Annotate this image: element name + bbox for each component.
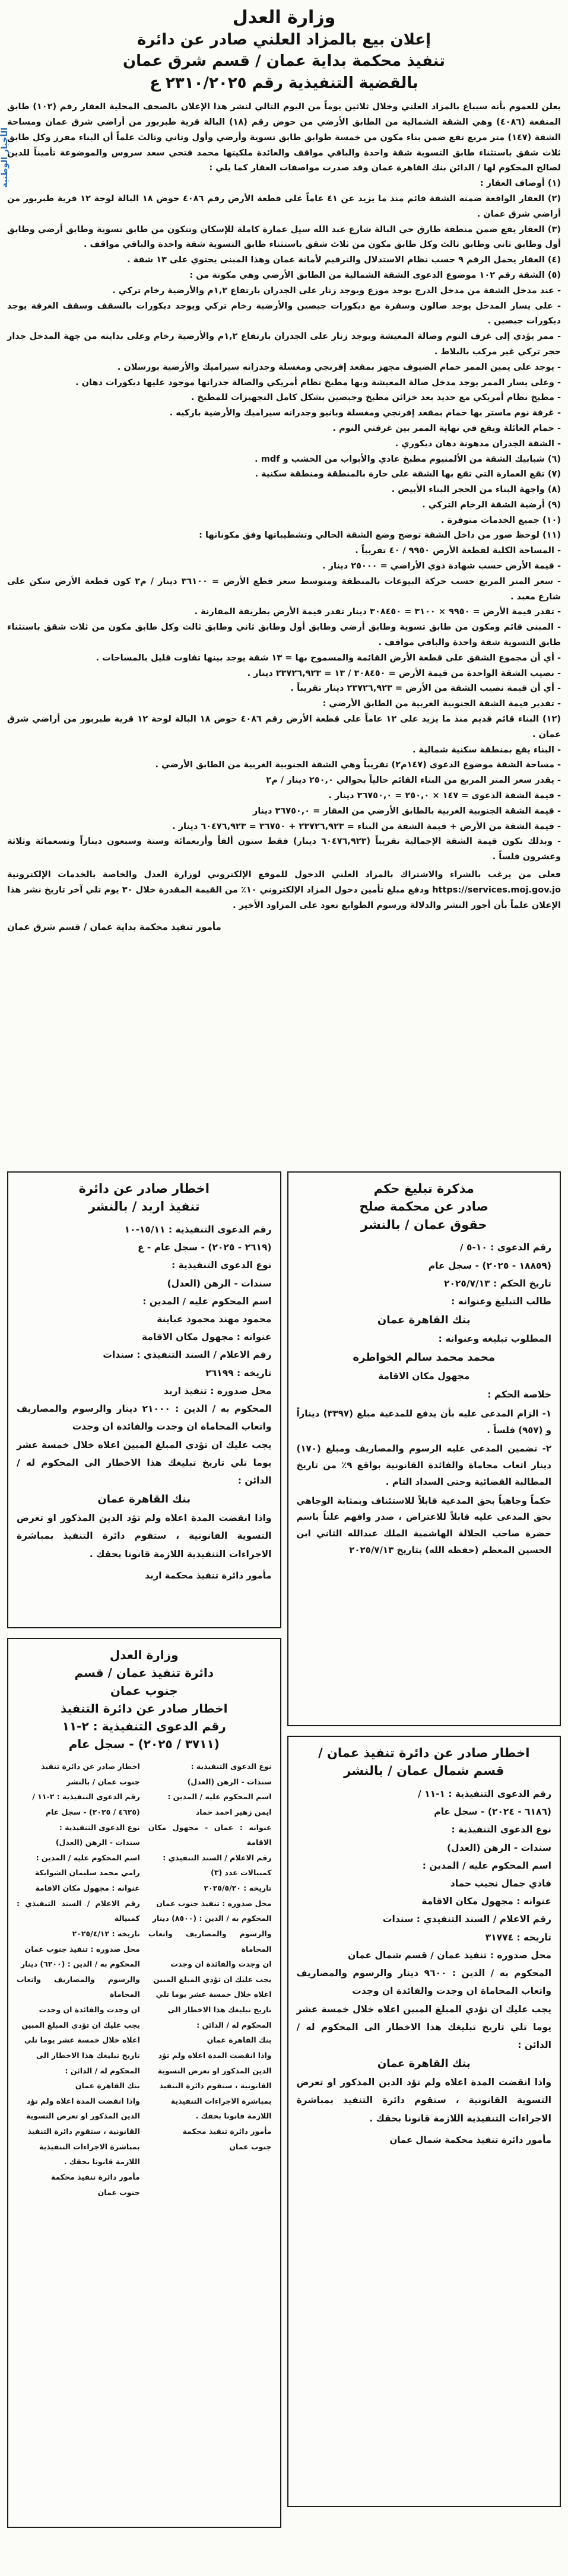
south-header-line: دائرة تنفيذ عمان / قسم xyxy=(74,1666,214,1680)
south-notice-header xyxy=(17,1646,272,1753)
auction-item: - قيمة الشقة من الأرض + قيمة الشقة من البناء = ٢٣٧٢٦,٩٢٣ + ٣٦٧٥٠ = ٦٠٤٧٦,٩٢٣ دينار . xyxy=(172,821,561,831)
auction-item: - وعلى يسار الممر يوجد مدخل صالة المعيشة وبها مطبخ نظام أمريكي والصالة جدرانها موجود عليها ديكورات دهان . xyxy=(75,377,561,387)
auction-item: - يوجد على يمين الممر حمام الضيوف مجهز بمقعد إفرنجي ومغسلة وجدرانه سيراميك والأرضية بورسلان . xyxy=(117,362,561,372)
notice-field-line: رقم الاعلام / السند التنفيذي : سندات xyxy=(103,1349,272,1361)
south-notice-line: اعلاه خلال خمسة عشر يوما تلي xyxy=(24,2035,140,2045)
auction-item: (١) أوصاف العقار : xyxy=(480,179,561,189)
south-notice-line: الدين المذكور او تعرض التسوية xyxy=(157,2066,272,2075)
auction-item: - قيمة الشقة الجنوبية الغربية بالطابق الأرضي من العقار = ٣٦٧٥٠,٠ دينار xyxy=(252,806,561,816)
auction-items xyxy=(7,176,561,865)
south-notice-line: يجب عليك ان تؤدي المبلغ المبين xyxy=(21,2020,140,2029)
judgment-case-number-2: (١٨٨٥٩ - ٢٠٢٥) - سجل عام xyxy=(428,1260,551,1271)
auction-item: - يقدر سعر المتر المربع من البناء القائم حالياً بحوالي ٢٥٠,٠ دينار / م٢ xyxy=(266,776,561,786)
auction-item: - المبنى قائم ومكون من طابق تسوية وطابق أرضي وطابق أول وطابق ثاني وطابق ثالث وكل طابق مكون من ثلاث شقق باستثناء طابق التسوية شقة واحدة والباقي مواقف . xyxy=(7,622,561,648)
notice-field-line: يجب عليك ان تؤدي المبلغ المبين اعلاه خلال خمسة عشر يوما تلي تاريخ تبليغك هذا الاخطار الى المحكوم له / الدائن : xyxy=(17,1439,272,1486)
notice-field-line: محل صدوره : تنفيذ عمان / قسم شمال عمان xyxy=(348,1949,551,1961)
south-notice-line: بنك القاهرة عمان xyxy=(75,2081,140,2091)
south-notice-line: القانونية ، ستقوم دائرة التنفيذ xyxy=(27,2127,140,2136)
auction-item: (١٢) البناء قائم قديم منذ ما يزيد على ١٢ عاماً على قطعة الأرض رقم ٤٠٨٦ حوض ١٨ البالة لوحة ١٢ قرية طبربور من أراضي شرق عمان . xyxy=(7,714,561,739)
south-notice-line: المحكوم له / الدائن : xyxy=(196,2020,272,2029)
auction-item: - المساحة الكلية لقطعة الأرض ٩٩٥٠ / ٤٠ تقريباً . xyxy=(355,546,561,556)
south-notice-line: اسم المحكوم عليه / المدين : xyxy=(36,1853,140,1862)
ministry-title: وزارة العدل xyxy=(232,7,336,28)
auction-item: (٩) أرضية الشقة الرخام التركي . xyxy=(422,500,561,510)
irbid-title-line: تنفيذ اربد / بالنشر xyxy=(88,1199,200,1214)
auction-title-line: إعلان بيع بالمزاد العلني صادر عن دائرة xyxy=(137,31,431,49)
irbid-enforcement-notice xyxy=(7,1171,281,1628)
applicant-label: طالب التبليغ وعنوانه : xyxy=(451,1295,551,1307)
south-left-column xyxy=(17,1759,140,2200)
notice-field-line: رقم الاعلام / السند التنفيذي : سندات xyxy=(382,1914,551,1925)
south-notice-columns xyxy=(17,1759,272,2200)
south-notice-line: عنوانه : عمان - مجهول مكان الاقامة xyxy=(148,1822,272,1847)
notice-field-line: عنوانه : مجهول مكان الاقامة xyxy=(141,1332,272,1343)
south-notice-line: نوع الدعوى التنفيذية : xyxy=(59,1822,140,1832)
south-notice-line: اللازمة قانونا بحقك . xyxy=(195,2111,272,2121)
auction-title-line: تنفيذ محكمة بداية عمان / قسم شرق عمان xyxy=(122,52,446,71)
auction-item: (١١) لوحظ صور من داخل الشقة توضح وضع الشقة الحالي وتشطيباتها وفق مكوناتها : xyxy=(199,531,561,541)
irbid-notice-title xyxy=(17,1180,272,1216)
south-notice-line: جنوب عمان xyxy=(229,2142,272,2151)
south-header-line: جنوب عمان xyxy=(110,1684,178,1698)
judgment-case-number: رقم الدعوى : ١٠-٥ / xyxy=(459,1242,551,1253)
south-notice-line: محل صدوره : تنفيذ جنوب عمان xyxy=(24,1944,140,1954)
south-header-line: وزارة العدل xyxy=(109,1648,179,1662)
irbid-notice-signature: مأمور دائرة تنفيذ محكمة اربد xyxy=(145,1570,272,1581)
auction-item: - أي أن مجموع الشقق على قطعة الأرض القائمة والمسموح بها = ١٣ شقة يوجد بينها تفاوت قليل بالمساحات . xyxy=(96,653,561,663)
south-notice-line: سندات - الرهن (العدل) xyxy=(187,1777,272,1786)
south-notice-line: تاريخه : ٢٠٢٥/٤/١٢ xyxy=(72,1929,140,1938)
notice-field-line: المحكوم به / الدين : ٩٦٠٠ دينار والرسوم والمصاريف واتعاب المحاماة ان وجدت والفائدة ان وجدت xyxy=(296,1968,552,1997)
south-notice-line: جنوب عمان xyxy=(97,2187,140,2197)
auction-item: - نصيب الشقة الواحدة من قيمة الأرض = ٣٠٨٤٥٠ / ١٣ = ٢٣٧٢٦,٩٢٣ دينار . xyxy=(247,668,561,678)
creditor-bank-name: بنك القاهرة عمان xyxy=(377,2057,471,2070)
notice-warning-line: واذا انقضت المدة اعلاه ولم تؤد الدين المذكور او تعرض التسوية القانونية ، ستقوم دائرة التنفيذ بمباشرة الاجراءات التنفيذية اللازمة قانونا بحقك . xyxy=(296,2077,551,2124)
auction-item: - سعر المتر المربع حسب حركة البيوعات بالمنطقة ومتوسط سعر قطع الأرض = ٣٦١٠٠ دينار / م٢ كون قطعة الأرض سكن على شارع معبد . xyxy=(7,576,561,602)
judgment-date: تاريخ الحكم : ٢٠٢٥/٧/١٣ xyxy=(444,1278,551,1289)
north-amman-enforcement-notice xyxy=(287,1736,561,2507)
south-notice-line: الدين المذكور او تعرض التسوية xyxy=(26,2111,140,2121)
notice-field-line: المحكوم به / الدين : ٢١٠٠٠ دينار والرسوم والمصاريف واتعاب المحاماة ان وجدت والفائدة ان وجدت xyxy=(17,1403,272,1432)
auction-item: - تقدير قيمة الشقة الجنوبية الغربية من الطابق الأرضي : xyxy=(322,699,561,709)
south-notice-line: تاريخ تبليغك هذا الاخطار الى xyxy=(167,2005,272,2014)
notice-field-line: اسم المحكوم عليه / المدين : xyxy=(142,1295,272,1307)
south-header-line: اخطار صادر عن دائرة التنفيذ xyxy=(60,1701,228,1716)
judgment-items xyxy=(297,1406,552,1559)
south-notice-line: اللازمة قانونا بحقك . xyxy=(64,2157,140,2167)
south-notice-line: ايمن زهير احمد حماد xyxy=(195,1807,272,1816)
south-notice-line: ان وجدت والفائدة ان وجدت xyxy=(170,1959,272,1969)
south-notice-line: واذا انقضت المدة اعلاه ولم تؤد xyxy=(158,2050,272,2060)
closing-text-before: فعلى من يرغب بالشراء والاشتراك بالمزاد العلني الدخول للموقع الإلكتروني لوزارة العدل والخاصة بالخدمات الإلكترونية xyxy=(7,870,561,880)
auction-item: - أي أن قيمة نصيب الشقة من الأرض = ٢٣٧٢٦,٩٢٣ دينار تقريباً . xyxy=(290,684,561,694)
south-notice-line: بمباشرة الاجراءات التنفيذية xyxy=(170,2096,272,2105)
auction-item: - الشقة الجدران مدهونة دهان ديكوري . xyxy=(395,439,561,449)
south-notice-line: مأمور دائرة تنفيذ محكمة xyxy=(50,2172,140,2181)
south-amman-enforcement-notice xyxy=(7,1638,281,2528)
creditor-bank-name: بنك القاهرة عمان xyxy=(97,1493,191,1506)
left-column xyxy=(7,1171,281,2528)
south-notice-line: المحكوم له / الدائن : xyxy=(65,2066,140,2075)
south-notice-line: جنوب عمان / بالنشر xyxy=(66,1777,140,1786)
south-notice-line: رامي محمد سليمان الشوابكة xyxy=(34,1868,140,1878)
judgment-title-line: حقوق عمان / بالنشر xyxy=(360,1217,487,1232)
judgment-title-line: مذكرة تبليغ حكم xyxy=(373,1181,474,1196)
notice-field-line: (٢٦١٩ - ٢٠٢٥) - سجل عام - ع xyxy=(137,1242,272,1253)
auction-item: - عند مدخل الشقة من مدخل الدرج يوجد موزع ويوجد زنار على الجدران بارتفاع ١,٢م والأرضية رخام تركي . xyxy=(112,285,561,296)
auction-item: (٢) العقار الواقعة ضمنه الشقة قائم منذ ما يزيد عن ٤١ عاماً على قطعة الأرض رقم ٤٠٨٦ حوض ١٨ البالة لوحة ١٢ قرية طبربور من أراضي شرق عمان . xyxy=(7,193,561,219)
south-notice-line: ان وجدت والفائدة ان وجدت xyxy=(39,2005,140,2014)
judgment-summary-label: خلاصة الحكم : xyxy=(487,1389,551,1400)
judgment-title xyxy=(297,1180,552,1234)
notice-field-line: نوع الدعوى التنفيذية : xyxy=(171,1260,272,1271)
south-header-line: رقم الدعوى التنفيذية : ٢-١١ xyxy=(62,1719,226,1733)
judgment-item: ١- الزام المدعى عليه بأن يدفع للمدعية مبلغ (٣٣٩٧) ديناراً و (٩٥٧) فلساً . xyxy=(296,1408,551,1435)
notice-field-line: يجب عليك ان تؤدي المبلغ المبين اعلاه خلال خمسة عشر يوما تلي تاريخ تبليغك هذا الاخطار الى المحكوم له / الدائن : xyxy=(296,2003,551,2050)
auction-closing xyxy=(7,868,561,913)
north-notice-warning xyxy=(297,2073,552,2127)
notice-field-line: اسم المحكوم عليه / المدين : xyxy=(422,1860,551,1871)
recipient-name: محمد محمد سالم الخواطره xyxy=(353,1351,495,1364)
judgment-title-line: صادر عن محكمة صلح xyxy=(359,1199,488,1214)
auction-item: (٨) واجهة البناء من الحجر البناء الأبيض . xyxy=(391,485,561,495)
south-notice-line: يجب عليك ان تؤدي المبلغ المبين xyxy=(153,1974,272,1984)
recipient-label: المطلوب تبليغه وعنوانه : xyxy=(438,1333,551,1345)
judgment-item: ٢- تضمين المدعى عليه الرسوم والمصاريف ومبلغ (١٧٠) دينار اتعاب محاماة والفائدة القانونية بواقع ٩٪ من تاريخ المطالبة القضائية وحتى السداد التام . xyxy=(296,1443,551,1487)
south-notice-line: اخطار صادر عن دائرة تنفيذ xyxy=(41,1762,140,1771)
auction-item: - مطبخ نظام أمريكي مع حديد بعد خزائن مطبخ وجبصين بشكل كامل التجهيزات للمطبخ . xyxy=(191,393,561,403)
south-notice-line: المحكوم به / الدين : (٦٢٠٠) دينار xyxy=(20,1959,140,1969)
notice-field-line: سندات - الرهن (العدل) xyxy=(447,1842,551,1853)
closing-text-after: ودفع مبلغ تأمين دخول المزاد الإلكتروني ١٠٪ من القيمة المقدرة خلال ٣٠ يوم تلي آخر تاريخ نشر هذا الإعلان علماً بأن أجور النشر والدلالة ورسوم الطوابع تعود على المزاود الأخير . xyxy=(7,885,561,910)
south-notice-line: رقم الاعلام / السند التنفيذي : xyxy=(163,1853,272,1862)
notice-field-line: نوع الدعوى التنفيذية : xyxy=(451,1824,551,1835)
auction-item: (١٠) جميع الخدمات متوفرة . xyxy=(441,515,561,525)
north-notice-fields xyxy=(297,1785,552,2054)
moj-services-link[interactable]: https://services.moj.gov.jo xyxy=(432,885,561,895)
auction-item: - حمام العائلة ويقع في نهاية الممر بين غرفتي النوم . xyxy=(332,423,561,433)
south-notice-line: اعلاه خلال خمسة عشر يوما تلي xyxy=(156,1990,272,1999)
auction-item: (٥) الشقة رقم ١٠٢ موضوع الدعوى الشقة الشمالية من الطابق الأرضي وهي مكونة من : xyxy=(189,270,561,280)
auction-intro: يعلن للعموم بأنه سيباع بالمزاد العلني وخلال ثلاثين يوماً من اليوم التالي لنشر هذا الإعلان بالصحف المحلية العقار رقم (١٠٢) طابق المنفعة (٤٠٨٦) وهي الشقة الشمالية من الطابق الأرضي من حوض رقم (١٨) البالة قرية طبربور من أراضي شرق عمان ومساحة الشقة (١٤٧) متر مربع تقع ضمن بناء مكون من خمسة طوابق طابق تسوية وأرضي وأول وثاني وثالث علماً أن البناء مفرز وكل طابق ثلاث شقق باستثناء طابق التسوية شقة واحدة والباقي مواقف والعائدة ملكيتها محمد فتحي سعد سروس والموضوعة تأميناً للدين لصالح المحكوم لها / الدائن بنك القاهرة عمان وقد صدرت مواصفات العقار كما يلي : xyxy=(7,102,561,173)
auction-title-line: بالقضية التنفيذية رقم ٢٣١٠/٢٠٢٥ ع xyxy=(150,74,418,92)
south-notice-line: المحكوم به / الدين : (٨٥٠٠) دينار xyxy=(152,1914,272,1923)
north-notice-signature: مأمور دائرة تنفيذ محكمة شمال عمان xyxy=(389,2134,551,2145)
recipient-address: مجهول مكان الاقامة xyxy=(378,1371,470,1382)
auction-item: (٤) العقار يحمل الرقم ٩ حسب نظام الاستدلال والترقيم لأمانة عمان وهذا المبنى يحتوي على ١٣ شقة . xyxy=(127,255,561,265)
right-column xyxy=(287,1171,561,2507)
notice-field-line: تاريخه : ٢٦١٩٩ xyxy=(205,1367,272,1378)
notice-warning-line: واذا انقضت المدة اعلاه ولم تؤد الدين المذكور او تعرض التسوية القانونية ، ستقوم دائرة التنفيذ بمباشرة الاجراءات التنفيذية اللازمة قانونا بحقك . xyxy=(17,1513,272,1559)
south-notice-line: تاريخ تبليغك هذا الاخطار الى xyxy=(36,2050,140,2060)
south-notice-line: بمباشرة الاجراءات التنفيذية xyxy=(39,2142,140,2151)
auction-sale-notice xyxy=(7,4,561,1161)
irbid-notice-fields xyxy=(17,1221,272,1489)
south-notice-line: عنوانه : مجهول مكان الاقامة xyxy=(35,1883,140,1892)
notice-field-line: فادي جمال نجيب حماد xyxy=(450,1878,551,1889)
newspaper-watermark: الأخبار الوطنية xyxy=(0,128,9,188)
south-notice-line: والرسوم والمصاريف واتعاب المحاماة xyxy=(148,1929,272,1954)
south-notice-line: تاريخه : ٢٠٢٥/٥/٢٠ xyxy=(204,1883,272,1892)
auction-title xyxy=(7,29,561,94)
auction-item: - غرفة نوم ماستر بها حمام بمقعد إفرنجي ومغسلة وبانيو وجدرانه سيراميك والأرضية باركيه . xyxy=(169,408,561,418)
south-notice-line: مأمور دائرة تنفيذ محكمة xyxy=(182,2127,272,2136)
south-notice-line: محل صدوره : تنفيذ جنوب عمان xyxy=(156,1898,272,1908)
auction-body xyxy=(7,100,561,913)
south-notice-line: (٤٦٢٥ / ٢٠٢٥) - سجل عام xyxy=(45,1807,140,1816)
south-notice-line: القانونية ، ستقوم دائرة التنفيذ xyxy=(159,2081,272,2091)
auction-item: - مساحة الشقة موضوع الدعوى (١٤٧م٢) تقريباً وهي الشقة الجنوبية الغربية من الطابق الأرضي . xyxy=(155,760,561,770)
south-notice-line: واذا انقضت المدة اعلاه ولم تؤد xyxy=(26,2096,140,2105)
auction-item: - قيمة الأرض حسب شهادة ذوي الأراضي = ٢٥٠٠٠ دينار . xyxy=(322,561,561,571)
notice-field-line: سندات - الرهن (العدل) xyxy=(167,1278,272,1289)
south-notice-line: رقم الدعوى التنفيذية : ٢-١١ / xyxy=(32,1792,140,1802)
notice-field-line: رقم الدعوى التنفيذية : ١-١١ / xyxy=(418,1788,551,1799)
south-notice-line: رقم الاعلام / السند التنفيذي : كمبيالة xyxy=(17,1898,140,1923)
irbid-title-line: اخطار صادر عن دائرة xyxy=(78,1181,210,1196)
judgment-delivery-notice xyxy=(287,1171,561,1726)
notice-field-line: (٦١٨٦ - ٢٠٢٤) - سجل عام xyxy=(434,1806,551,1818)
notice-field-line: عنوانه : مجهول مكان الاقامة xyxy=(421,1896,551,1907)
south-notice-line: كمبيالات عدد (٣) xyxy=(211,1868,272,1878)
notice-field-line: محمود مهند محمود عباينة xyxy=(157,1313,272,1324)
south-right-column xyxy=(148,1759,272,2154)
auction-item: - ممر يؤدي إلى غرف النوم وصالة المعيشة ويوجد زنار على الجدران بارتفاع ١,٢م والأرضية رخام وعلى بدايته من جهة المدخل جدار حجر تركي غير مركب بالبلاط . xyxy=(7,332,561,357)
south-header-line: (٣٧١١ / ٢٠٢٥) - سجل عام xyxy=(68,1737,220,1751)
auction-signature: مأمور تنفيذ محكمة بداية عمان / قسم شرق عمان xyxy=(7,922,221,933)
notice-field-line: تاريخه : ٣١٧٧٤ xyxy=(485,1932,551,1943)
auction-item: (٣) العقار يقع ضمن منطقة طارق حي البالة شارع عبد الله سيل عمارة كاملة للإسكان وتتكون من طابق تسوية وطابق أرضي وطابق أول وطابق ثاني وطابق ثالث وكل طابق مكون من ثلاث شقق باستثناء طابق التسوية شقة واحدة والباقي مواقف . xyxy=(7,224,561,250)
south-notice-line: اسم المحكوم عليه / المدين : xyxy=(167,1792,272,1802)
north-notice-title xyxy=(297,1744,552,1780)
notice-field-line: محل صدوره : تنفيذ اربد xyxy=(163,1385,272,1396)
lower-notices-grid xyxy=(7,1171,561,2528)
judgment-item: حكماً وجاهياً بحق المدعية قابلاً للاستئناف وبمثابة الوجاهي بحق المدعى عليه قابلاً للاعتراض ، صدر وافهم علناً باسم حضرة صاحب الجلالة الهاشمية الملك عبدالله الثاني ابن الحسين المعظم (حفظه الله) بتاريخ ٢٠٢٥/٧/١٣ xyxy=(296,1495,551,1555)
auction-item: - قيمة الشقة الدعوى = ١٤٧ × ٢٥٠,٠ = ٣٦٧٥٠,٠ دينار . xyxy=(328,791,561,801)
north-title-line: اخطار صادر عن دائرة تنفيذ عمان / xyxy=(318,1746,530,1760)
auction-item: - تقدر قيمة الأرض = ٩٩٥٠ × ٣١٠٠ = ٣٠٨٤٥٠ دينار تقدر قيمة الأرض بطريقة المقارنة . xyxy=(194,607,561,617)
auction-item: - البناء يقع بمنطقة سكنية شمالية . xyxy=(412,745,561,755)
auction-item: (٧) تقع العمارة التي تقع بها الشقة على حارة بالمنطقة ومنطقة سكنية . xyxy=(255,469,561,479)
south-notice-line: سندات - الرهن (العدل) xyxy=(55,1838,140,1847)
auction-item: - على يسار المدخل يوجد صالون وسفرة مع ديكورات جبصين والأرضية رخام تركي ويوجد ديكورات بالسقف وسقف الغرفة يوجد ديكورات جبصين . xyxy=(7,301,561,326)
north-title-line: قسم شمال عمان / بالنشر xyxy=(344,1764,504,1778)
notice-field-line: رقم الدعوى التنفيذية : ١٥/١١-١٠ xyxy=(124,1224,272,1235)
auction-item: - وبذلك تكون قيمة الشقة الإجمالية تقريباً (٦٠٤٧٦,٩٢٣ دينار) فقط ستون ألفاً وأربعمائة وستة وسبعون ديناراً وتسعمائة وثلاثة وعشرون فلساً . xyxy=(7,837,561,862)
applicant-bank-name: بنك القاهرة عمان xyxy=(377,1314,471,1327)
irbid-notice-warning xyxy=(17,1509,272,1563)
south-notice-line: بنك القاهرة عمان xyxy=(207,2035,272,2045)
south-notice-line: نوع الدعوى التنفيذية : xyxy=(191,1762,272,1771)
auction-item: (٦) شبابيك الشقة من الألمنيوم مطبخ عادي والأبواب من الخشب و mdf . xyxy=(255,454,561,464)
south-notice-line: والرسوم والمصاريف واتعاب المحاماة xyxy=(17,1974,140,1999)
